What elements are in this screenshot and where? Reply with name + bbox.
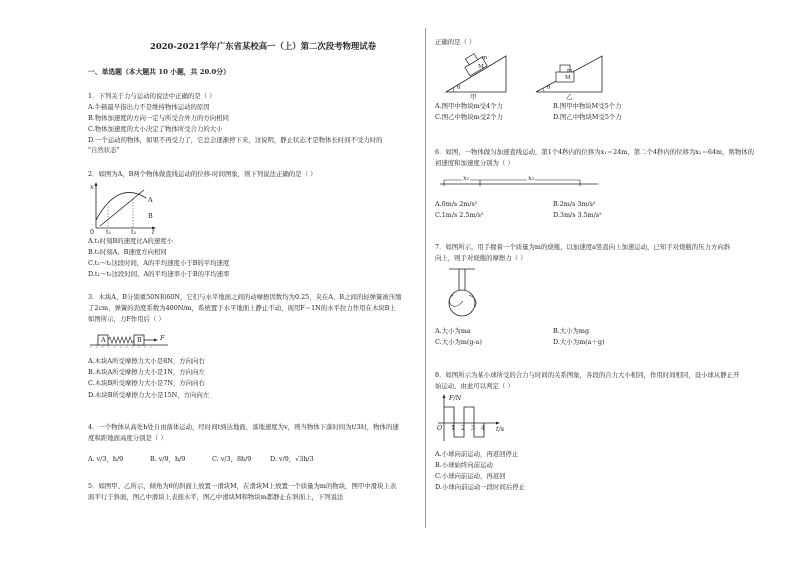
column-divider	[425, 28, 426, 528]
q5-fig-jia-m: m	[482, 55, 488, 61]
q7-option-a: A.大小为ma	[435, 327, 471, 335]
q5-stem-line2: 面平行于斜面，图乙中滑块上表面水平，图乙中滑块M和物块m都静止在斜面上，下列说法	[88, 493, 344, 501]
q5-fig-yi-m: m	[567, 68, 573, 74]
q5-option-a: A.图甲中物块m受4个力	[435, 102, 503, 110]
q7-option-d: D.大小为m(a＋g)	[553, 338, 605, 346]
q7-option-c: C.大小为m(g-a)	[435, 338, 482, 346]
q8-option-c: C.小球向前运动，再返回	[435, 472, 506, 480]
q4-stem-line2: 度和距地面高度分别是（ ）	[88, 434, 167, 442]
q5-option-c: C.图乙中物块m受2个力	[435, 113, 503, 121]
q3-stem-line3: 如图所示，力F作用后（ ）	[88, 315, 165, 323]
q2-xt-graph	[88, 180, 158, 232]
q8-graph-tick-2: 2	[461, 424, 466, 432]
q2-graph-xlabel: t	[152, 228, 155, 236]
q5-option-b: B.图甲中物块M受5个力	[553, 102, 622, 110]
q5-fig-jia-big-m: M	[478, 64, 484, 70]
exam-title: 2020-2021学年广东省某校高一（上）第二次段考物理试卷	[150, 41, 376, 51]
q8-stem-line2: 始运动，由此可以判定（ ）	[435, 382, 514, 390]
q5-fig-yi-theta: θ	[547, 85, 551, 91]
q1-option-c: C.物体加速度的大小决定了物体所受合力的大小	[88, 125, 223, 133]
q2-stem: 2．如图为A、B两个物体做直线运动的位移-时间图象，则下列说法正确的是（ ）	[88, 170, 317, 178]
q4-option-b: B. v/9，h/9	[150, 455, 186, 463]
q2-graph-label-a: A	[148, 196, 153, 204]
q8-stem-line1: 8．如图所示为某小球所受的合力与时间的关系图象，各段的合力大小相同，作用时间相同，设小球从静止开	[435, 371, 740, 379]
q7-flask-figure	[445, 265, 485, 323]
q3-fig-block-b: B	[137, 336, 142, 344]
q8-graph-tick-1: 1	[451, 424, 456, 432]
q8-option-b: B.小球始终向前运动	[435, 461, 493, 469]
q8-graph-xlabel: t/s	[496, 425, 505, 433]
q3-stem-line1: 3．木块A、B分别重50N和60N，它们与水平地面之间的动摩擦因数均为0.25，夹在A、B之间的轻弹簧被压缩	[88, 293, 402, 301]
q8-graph-origin: O	[437, 424, 443, 432]
q7-stem-line2: 向上，则手对烧瓶的摩擦力（ ）	[435, 254, 527, 262]
q2-option-c: C.t₁～t₂这段时间，A的平均速度小于B的平均速度	[88, 259, 230, 267]
q6-fig-x2: x₂	[528, 174, 535, 182]
q1-option-b: B.物体加速度的方向一定与所受合外力的方向相同	[88, 114, 229, 122]
q4-option-c: C. v/3，8h/9	[212, 455, 252, 463]
q5-fig-label-jia: 甲	[470, 93, 477, 101]
q6-option-d: D.3m/s 3.5m/s²	[553, 211, 602, 219]
q5-fig-label-yi: 乙	[566, 93, 573, 101]
q3-stem-line2: 了2cm，弹簧的劲度系数为400N/m，系统置于水平地面上静止不动，现用F＝1N的水平拉力作用在木块B上	[88, 304, 396, 312]
q8-graph-tick-3: 3	[471, 424, 476, 432]
section-heading: 一、单选题（本大题共 10 小题，共 20.0分）	[88, 68, 230, 76]
q8-option-a: A.小球向前运动，再返回停止	[435, 450, 519, 458]
q6-option-c: C.1m/s 2.5m/s²	[435, 211, 484, 219]
q3-option-d: D.木块B所受摩擦力大小是15N，方向向左	[88, 391, 210, 399]
q7-option-b: B.大小为mg	[553, 327, 590, 335]
q2-graph-origin: 0	[90, 228, 95, 236]
q5-option-d: D.图乙中物块M受5个力	[553, 113, 622, 121]
q2-option-a: A.t₁时刻B的速度比A的速度小	[88, 237, 173, 245]
q8-graph-tick-4: 4	[481, 424, 486, 432]
q3-fig-block-a: A	[101, 336, 106, 344]
q2-graph-t1: t₁	[106, 228, 112, 236]
q5-stem-line1: 5．如图甲、乙所示，倾角为θ的斜面上放置一滑块M，在滑块M上放置一个质量为m的物块，图甲中滑块上表	[88, 482, 397, 490]
q6-option-b: B.2m/s 3m/s²	[553, 200, 596, 208]
q1-stem: 1．下列关于力与运动的说法中正确的是（ ）	[88, 92, 216, 100]
q2-option-b: B.t₂时刻A、B速度方向相同	[88, 248, 167, 256]
q6-stem-line2: 初速度和加速度分别为（ ）	[435, 159, 514, 167]
q3-option-a: A.木块A所受摩擦力大小是8N，方向向右	[88, 357, 205, 365]
q4-option-d: D. v/9，√3h/3	[270, 455, 314, 463]
q5-fig-yi-big-m: M	[565, 75, 571, 81]
q8-option-d: D.小球向前运动一段时间后停止	[435, 483, 526, 491]
q1-option-a: A.牛顿最早指出力不是维持物体运动的原因	[88, 103, 210, 111]
q6-option-a: A.0m/s 2m/s²	[435, 200, 478, 208]
q6-fig-x1: x₁	[463, 174, 470, 182]
q8-force-time-graph	[436, 393, 505, 445]
q2-graph-label-b: B	[148, 212, 153, 220]
q7-stem-line1: 7．如图所示，用手握着一个质量为m的烧瓶，以加速度a竖直向上加速运动，已知手对烧瓶的压力方向斜	[435, 243, 731, 251]
q4-option-a: A. v/3，h/9	[88, 455, 124, 463]
q1-option-d-cont: "自然状态"	[88, 146, 120, 154]
q5-incline-figures	[440, 48, 610, 98]
q2-graph-t2: t₂	[131, 228, 137, 236]
q6-stem-line1: 6．如图，一物体做匀加速直线运动，第1个4秒内的位移为x₁＝24m，第二个4秒内的位移为x₂＝64m，则物体的	[435, 148, 754, 156]
q1-option-d: D.一个运动的物体，如果不再受力了，它总会逐渐停下来，这说明，静止状态才是物体长时间不受力时的	[88, 136, 383, 144]
q4-stem-line1: 4．一个物体从高处h处自由落体运动，经时间t到达地面，落地速度为v，则当物体下落时间为t/3时，物体的速	[88, 423, 399, 431]
q2-option-d: D.t₁～t₂这段时间，A的平均速率小于B的平均速率	[88, 270, 230, 278]
q3-option-b: B.木块A所受摩擦力大小是1N，方向向左	[88, 368, 205, 376]
q2-graph-ylabel: x	[90, 183, 94, 191]
q3-option-c: C.木块B所受摩擦力大小是7N，方向向右	[88, 379, 205, 387]
q3-fig-force: F	[160, 334, 165, 342]
q8-graph-ylabel: F/N	[449, 394, 462, 402]
q5-stem-continued: 正确的是（ ）	[435, 38, 476, 46]
q5-fig-jia-theta: θ	[457, 85, 461, 91]
